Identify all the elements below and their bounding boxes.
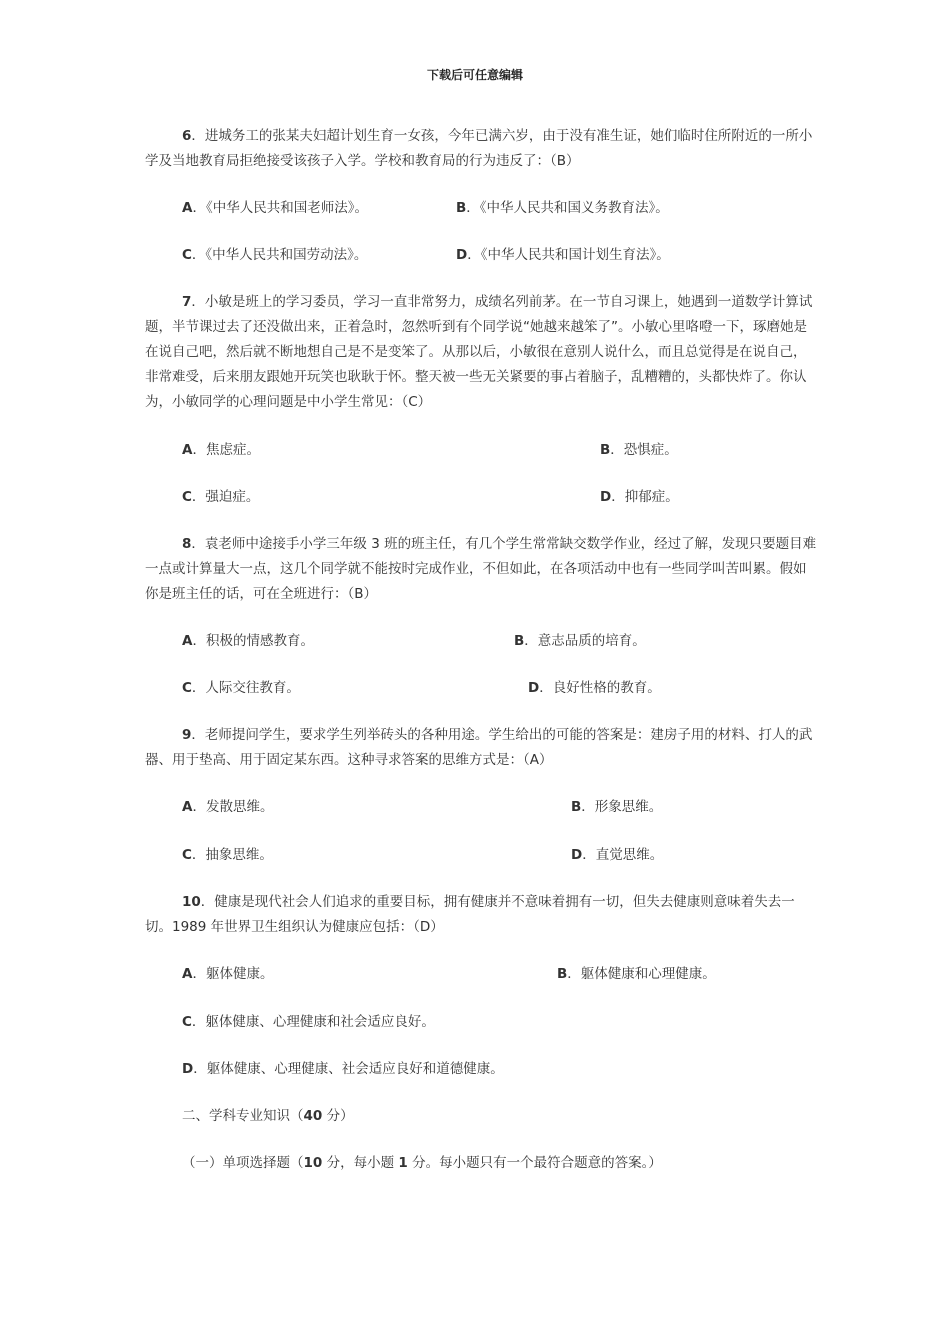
section-two-subtitle: （一）单项选择题（10 分，每小题 1 分。每小题只有一个最符合题意的答案。）	[182, 1155, 662, 1171]
option-7c: C．强迫症。	[182, 489, 260, 505]
option-9a: A．发散思维。	[182, 799, 274, 815]
option-6c: C．《中华人民共和国劳动法》。	[182, 247, 368, 263]
page-header: 下载后可任意编辑	[426, 68, 523, 82]
option-10a: A．躯体健康。	[182, 966, 274, 982]
option-6b: B．《中华人民共和国义务教育法》。	[456, 200, 669, 216]
question-number: 9	[182, 727, 192, 743]
question-number: 6	[182, 128, 192, 144]
option-6d: D．《中华人民共和国计划生育法》。	[456, 247, 670, 263]
option-10b: B．躯体健康和心理健康。	[557, 966, 716, 982]
question-number: 7	[182, 294, 192, 310]
question-text: ．老师提问学生，要求学生列举砖头的各种用途。学生给出的可能的答案是：建房子用的材料、打人的武器、用于垫高、用于固定某东西。这种寻求答案的思维方式是：（A）	[145, 727, 813, 768]
question-10	[145, 890, 817, 940]
option-7a: A．焦虑症。	[182, 442, 260, 458]
option-8b: B．意志品质的培育。	[514, 633, 646, 649]
question-7	[145, 290, 817, 415]
question-6	[145, 124, 817, 174]
option-9d: D．直觉思维。	[571, 847, 664, 863]
option-8a: A．积极的情感教育。	[182, 633, 314, 649]
question-number: 8	[182, 536, 192, 552]
option-7d: D．抑郁症。	[600, 489, 679, 505]
option-7b: B．恐惧症。	[600, 442, 678, 458]
question-text: ．健康是现代社会人们追求的重要目标，拥有健康并不意味着拥有一切，但失去健康则意味着失去一切。1989 年世界卫生组织认为健康应包括：（D）	[145, 894, 795, 935]
option-10c: C．躯体健康、心理健康和社会适应良好。	[182, 1014, 435, 1030]
section-two-title: 二、学科专业知识（40 分）	[182, 1108, 354, 1124]
question-text: ．袁老师中途接手小学三年级 3 班的班主任，有几个学生常常缺交数学作业，经过了解，发现只要题目难一点或计算量大一点，这几个同学就不能按时完成作业，不但如此，在各项活动中也有一些同学叫苦叫累。假如你是班主任的话，可在全班进行：（B）	[145, 536, 817, 602]
question-9	[145, 723, 817, 773]
question-number: 10	[182, 894, 201, 910]
question-text: ．小敏是班上的学习委员，学习一直非常努力，成绩名列前茅。在一节自习课上，她遇到一道数学计算试题，半节课过去了还没做出来，正着急时，忽然听到有个同学说“她越来越笨了”。小敏心里咯噔一下，琢磨她是在说自己吧，然后就不断地想自己是不是变笨了。从那以后，小敏很在意别人说什么，而且总觉得是在说自己，非常难受，后来朋友跟她开玩笑也耿耿于怀。整天被一些无关紧要的事占着脑子，乱糟糟的，头都快炸了。你认为，小敏同学的心理问题是中小学生常见：（C）	[145, 294, 813, 410]
option-9b: B．形象思维。	[571, 799, 663, 815]
option-10d: D．躯体健康、心理健康、社会适应良好和道德健康。	[182, 1061, 504, 1077]
question-text: ．进城务工的张某夫妇超计划生育一女孩，今年已满六岁，由于没有准生证，她们临时住所附近的一所小学及当地教育局拒绝接受该孩子入学。学校和教育局的行为违反了：（B）	[145, 128, 813, 169]
question-8	[145, 532, 817, 607]
option-8d: D．良好性格的教育。	[528, 680, 661, 696]
option-9c: C．抽象思维。	[182, 847, 273, 863]
option-8c: C．人际交往教育。	[182, 680, 300, 696]
option-6a: A．《中华人民共和国老师法》。	[182, 200, 368, 216]
